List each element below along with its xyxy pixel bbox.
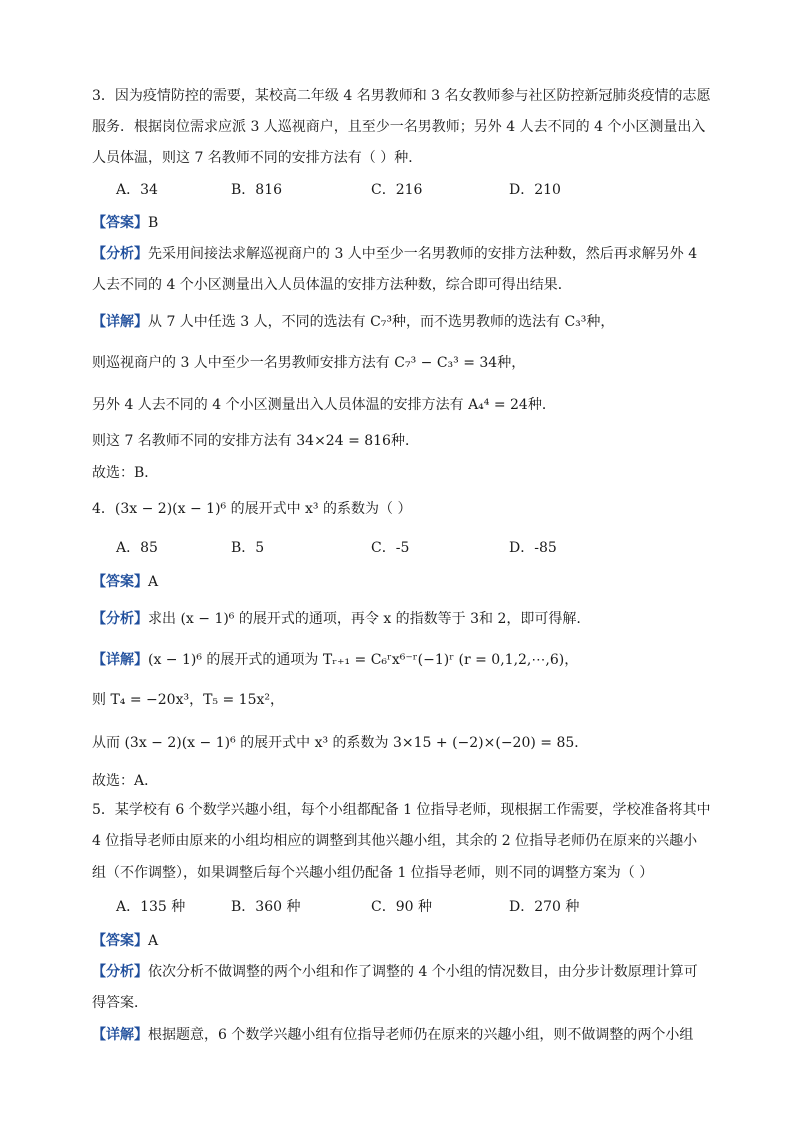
q5-detail-text-1: 根据题意，6 个数学兴趣小组有位指导老师仍在原来的兴趣小组，则不做调整的两个小组 <box>148 1027 694 1043</box>
q4-detail-line-2: 则 T₄ = −20x³，T₅ = 15x²， <box>92 692 284 708</box>
q5-answer-label: 【答案】 <box>92 933 148 949</box>
q3-answer-value: B <box>148 215 159 231</box>
q5-answer-value: A <box>148 933 159 949</box>
q5-analysis-label: 【分析】 <box>92 964 148 980</box>
q4-analysis-text: 求出 (x − 1)⁶ 的展开式的通项，再令 x 的指数等于 3和 2，即可得解. <box>148 611 581 627</box>
q4-answer-label: 【答案】 <box>92 574 148 590</box>
q3-analysis-line-1 <box>92 244 697 264</box>
q4-option-a: A．85 <box>116 540 158 556</box>
q5-stem-line-3: 组（不作调整），如果调整后每个兴趣小组仍配备 1 位指导老师，则不同的调整方案为（ ） <box>92 865 654 881</box>
q4-analysis-label: 【分析】 <box>92 611 148 627</box>
q4-answer-row <box>92 572 158 592</box>
q4-detail-label: 【详解】 <box>92 652 148 668</box>
q3-detail-line-2: 则巡视商户的 3 人中至少一名男教师安排方法有 C₇³ − C₃³ = 34种， <box>92 355 526 371</box>
q4-option-b: B．5 <box>231 540 265 556</box>
q3-option-d: D．210 <box>509 182 561 198</box>
q5-stem-line-1: 5．某学校有 6 个数学兴趣小组，每个小组都配备 1 位指导老师，现根据工作需要，学校准备将其中 <box>92 802 711 818</box>
q3-detail-text-1: 从 7 人中任选 3 人，不同的选法有 C₇³种，而不选男教师的选法有 C₃³种， <box>148 314 615 330</box>
q4-detail-line-1 <box>92 650 578 670</box>
q5-analysis-text-1: 依次分析不做调整的两个小组和作了调整的 4 个小组的情况数目，由分步计数原理计算可 <box>148 964 698 980</box>
q5-option-d: D．270 种 <box>509 899 580 915</box>
q4-option-d: D．-85 <box>509 540 557 556</box>
q3-stem-line-1: 3．因为疫情防控的需要，某校高二年级 4 名男教师和 3 名女教师参与社区防控新冠肺炎疫情的志愿 <box>92 88 711 104</box>
q4-detail-text-1: (x − 1)⁶ 的展开式的通项为 Tᵣ₊₁ = C₆ʳx⁶⁻ʳ(−1)ʳ (r = 0,1,2,⋯,6)， <box>148 652 579 668</box>
q3-analysis-label: 【分析】 <box>92 246 148 262</box>
q5-analysis-line-1 <box>92 962 698 982</box>
q3-answer-label: 【答案】 <box>92 215 148 231</box>
q4-option-c: C．-5 <box>371 540 410 556</box>
q5-option-c: C．90 种 <box>371 899 432 915</box>
q4-answer-value: A <box>148 574 159 590</box>
q3-analysis-text-1: 先采用间接法求解巡视商户的 3 人中至少一名男教师的安排方法种数，然后再求解另外 4 <box>148 246 698 262</box>
q4-stem: 4．(3x − 2)(x − 1)⁶ 的展开式中 x³ 的系数为（ ） <box>92 501 412 517</box>
q5-option-a: A．135 种 <box>116 899 186 915</box>
q3-option-a: A．34 <box>116 182 158 198</box>
q3-detail-line-3: 另外 4 人去不同的 4 个小区测量出入人员体温的安排方法有 A₄⁴ = 24种． <box>92 397 556 413</box>
q5-option-b: B．360 种 <box>231 899 301 915</box>
q3-detail-line-1 <box>92 312 614 332</box>
q3-detail-line-4: 则这 7 名教师不同的安排方法有 34×24 = 816种． <box>92 433 419 449</box>
q3-detail-line-5: 故选：B． <box>92 465 159 481</box>
q4-analysis-line <box>92 609 581 629</box>
q4-detail-line-3: 从而 (3x − 2)(x − 1)⁶ 的展开式中 x³ 的系数为 3×15 + (−2)×(−20) = 85． <box>92 735 589 751</box>
q5-stem-line-2: 4 位指导老师由原来的小组均相应的调整到其他兴趣小组，其余的 2 位指导老师仍在原来的兴趣小 <box>92 833 698 849</box>
q4-detail-line-4: 故选：A． <box>92 773 159 789</box>
q3-stem-line-3: 人员体温，则这 7 名教师不同的安排方法有（ ）种． <box>92 150 423 166</box>
q3-option-b: B．816 <box>231 182 283 198</box>
q5-detail-label: 【详解】 <box>92 1027 148 1043</box>
q3-stem-line-2: 服务．根据岗位需求应派 3 人巡视商户，且至少一名男教师；另外 4 人去不同的 4 个小区测量出入 <box>92 119 706 135</box>
q3-detail-label: 【详解】 <box>92 314 148 330</box>
q3-analysis-line-2: 人去不同的 4 个小区测量出入人员体温的安排方法种数，综合即可得出结果． <box>92 277 572 293</box>
q5-analysis-line-2: 得答案． <box>92 995 148 1011</box>
q3-option-c: C．216 <box>371 182 423 198</box>
q5-answer-row <box>92 931 158 951</box>
q5-detail-line-1 <box>92 1025 693 1045</box>
q3-answer-row <box>92 213 158 233</box>
